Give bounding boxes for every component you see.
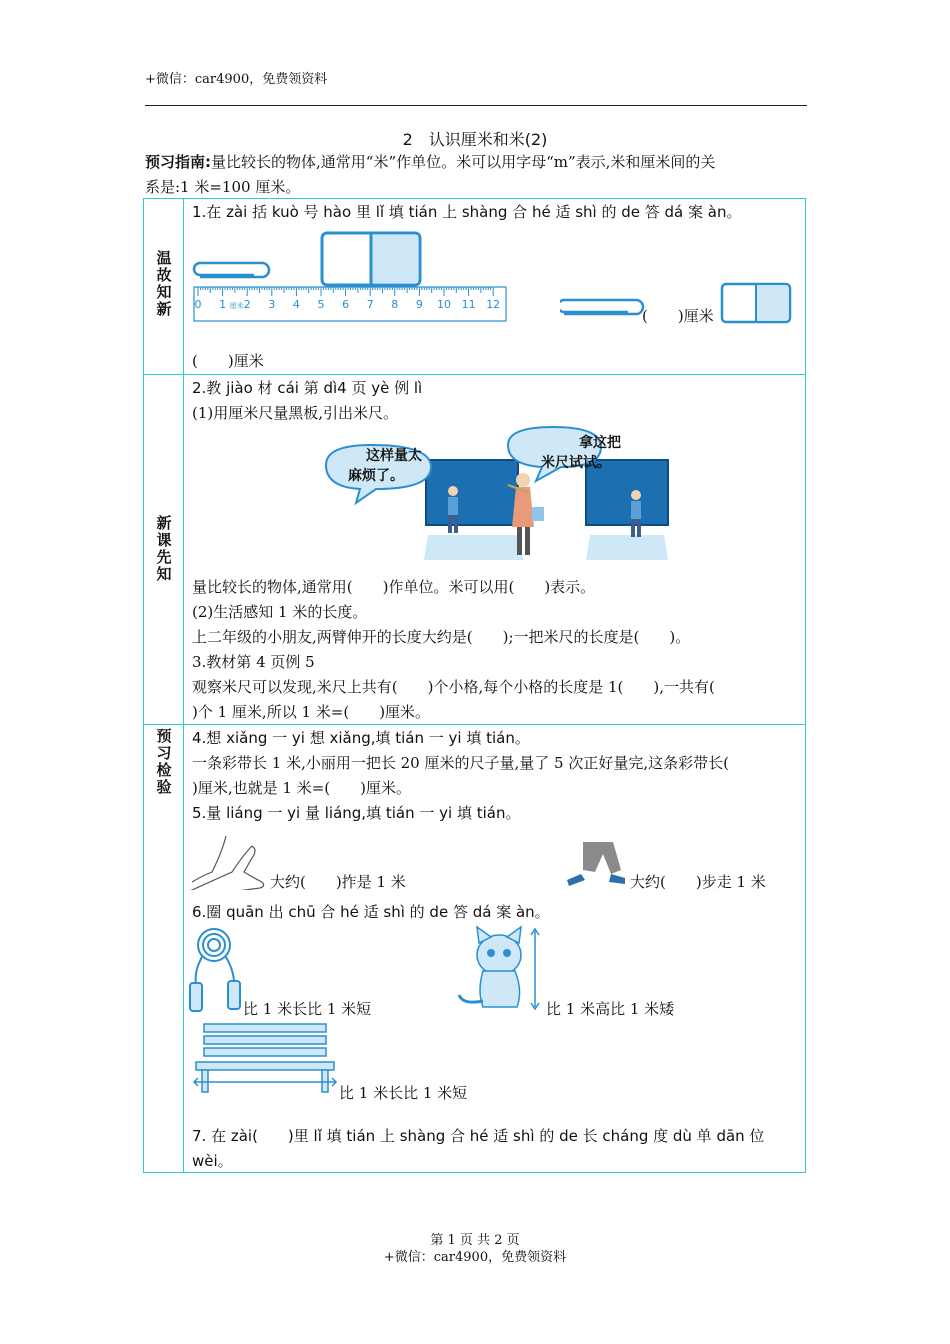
bench-icon xyxy=(190,1020,340,1098)
q1-blank-eraser: ( )厘米 xyxy=(192,352,264,370)
page-number: 第 1 页 共 2 页 xyxy=(430,1233,520,1248)
q6-text: 6.圈 quān 出 chū 合 hé 适 shì 的 de 答 dá 案 àn。 xyxy=(192,903,550,921)
ruler-tick-label: 5 xyxy=(317,298,325,311)
ruler-tick-label: 6 xyxy=(342,298,350,311)
guide-line1: 量比较长的物体,通常用“米”作单位。米可以用字母“m”表示,米和厘米间的关 xyxy=(211,153,716,171)
paperclip-icon xyxy=(560,296,646,324)
header-text: +微信：car4900，免费领资料 xyxy=(145,72,328,87)
guide-line2: 系是:1 米=100 厘米。 xyxy=(145,178,301,196)
jump-rope-icon xyxy=(188,925,244,1015)
q7-line2: wèi。 xyxy=(192,1152,233,1170)
q3-line2: )个 1 厘米,所以 1 米=( )厘米。 xyxy=(192,703,431,721)
bubble-left-text xyxy=(348,446,422,486)
preview-guide xyxy=(145,150,810,200)
eraser-sleeve xyxy=(371,235,418,283)
ruler-tick-label: 12 xyxy=(486,298,501,311)
q4-line2: )厘米,也就是 1 米=( )厘米。 xyxy=(192,779,411,797)
q2-fill2: 上二年级的小朋友,两臂伸开的长度大约是( );一把米尺的长度是( )。 xyxy=(192,628,691,646)
ruler-tick-label: 10 xyxy=(437,298,451,311)
section-label-preview: 预习检验 xyxy=(156,727,172,796)
section-label-newlesson: 新课先知 xyxy=(156,514,172,583)
paperclip-icon xyxy=(194,263,269,277)
ruler-unit-label: 厘米 xyxy=(229,302,244,310)
bubble-right-text xyxy=(541,433,621,473)
bubble-left-line1: 这样量太 xyxy=(366,448,422,464)
guide-label: 预习指南: xyxy=(145,153,211,171)
ruler-tick-label: 8 xyxy=(391,298,399,311)
footer-wechat: +微信：car4900，免费领资料 xyxy=(383,1250,567,1265)
stage-left xyxy=(424,535,523,560)
blackboard-left xyxy=(426,460,518,525)
ruler-tick-label: 1 xyxy=(219,298,227,311)
ruler-tick-label: 7 xyxy=(366,298,374,311)
stage-right xyxy=(586,535,668,560)
q7-line1: 7. 在 zài( )里 lǐ 填 tián 上 shàng 合 hé 适 shì 的 de 长 cháng 度 dù 单 dān 位 xyxy=(192,1127,765,1145)
q1-text: 1.在 zài 括 kuò 号 hào 里 lǐ 填 tián 上 shàng 合 hé 适 shì 的 de 答 dá 案 àn。 xyxy=(192,203,742,221)
column-divider xyxy=(183,198,184,1173)
ruler-tick-label: 9 xyxy=(415,298,423,311)
ruler-tick-label: 3 xyxy=(268,298,276,311)
ruler-tick-label: 4 xyxy=(292,298,300,311)
q2-text: 2.教 jiào 材 cái 第 dì4 页 yè 例 lì xyxy=(192,379,423,397)
header-rule xyxy=(145,105,807,106)
ruler-figure xyxy=(192,225,512,325)
bubble-right-line1: 拿这把 xyxy=(579,435,621,451)
q2-fill1: 量比较长的物体,通常用( )作单位。米可以用( )表示。 xyxy=(192,578,596,596)
ruler-tick-label: 0 xyxy=(194,298,202,311)
ruler-tick-label: 11 xyxy=(461,298,476,311)
q2-sub1: (1)用厘米尺量黑板,引出米尺。 xyxy=(192,404,399,422)
q3-line1: 观察米尺可以发现,米尺上共有( )个小格,每个小格的长度是 1( ),一共有( xyxy=(192,678,715,696)
bubble-left-line2: 麻烦了。 xyxy=(348,468,404,484)
walking-legs-icon xyxy=(565,840,631,888)
hand-span-icon xyxy=(188,832,270,890)
eraser-icon xyxy=(720,282,792,324)
q6-cat-text: 比 1 米高比 1 米矮 xyxy=(546,1000,675,1018)
q6-bench-text: 比 1 米长比 1 米短 xyxy=(339,1084,468,1102)
ruler-tick-label: 2 xyxy=(243,298,251,311)
row-divider-1 xyxy=(143,374,806,375)
q3-text: 3.教材第 4 页例 5 xyxy=(192,653,315,671)
q5-text: 5.量 liáng 一 yi 量 liáng,填 tián 一 yi 填 tián。 xyxy=(192,804,521,822)
q5-step-text: 大约( )步走 1 米 xyxy=(630,873,766,891)
q1-blank-clip: ( )厘米 xyxy=(642,307,714,325)
cat-icon xyxy=(455,925,550,1015)
page-title: 2 认识厘米和米(2) xyxy=(402,130,548,149)
q5-hand-text: 大约( )拃是 1 米 xyxy=(270,873,406,891)
section-label-review: 温故知新 xyxy=(156,249,172,318)
q6-rope-text: 比 1 米长比 1 米短 xyxy=(243,1000,372,1018)
q4-line1: 一条彩带长 1 米,小丽用一把长 20 厘米的尺子量,量了 5 次正好量完,这条彩带长( xyxy=(192,754,729,772)
q2-sub2: (2)生活感知 1 米的长度。 xyxy=(192,603,368,621)
q4-text: 4.想 xiǎng 一 yi 想 xiǎng,填 tián 一 yi 填 tián。 xyxy=(192,729,530,747)
bubble-right-line2: 米尺试试。 xyxy=(541,455,611,471)
